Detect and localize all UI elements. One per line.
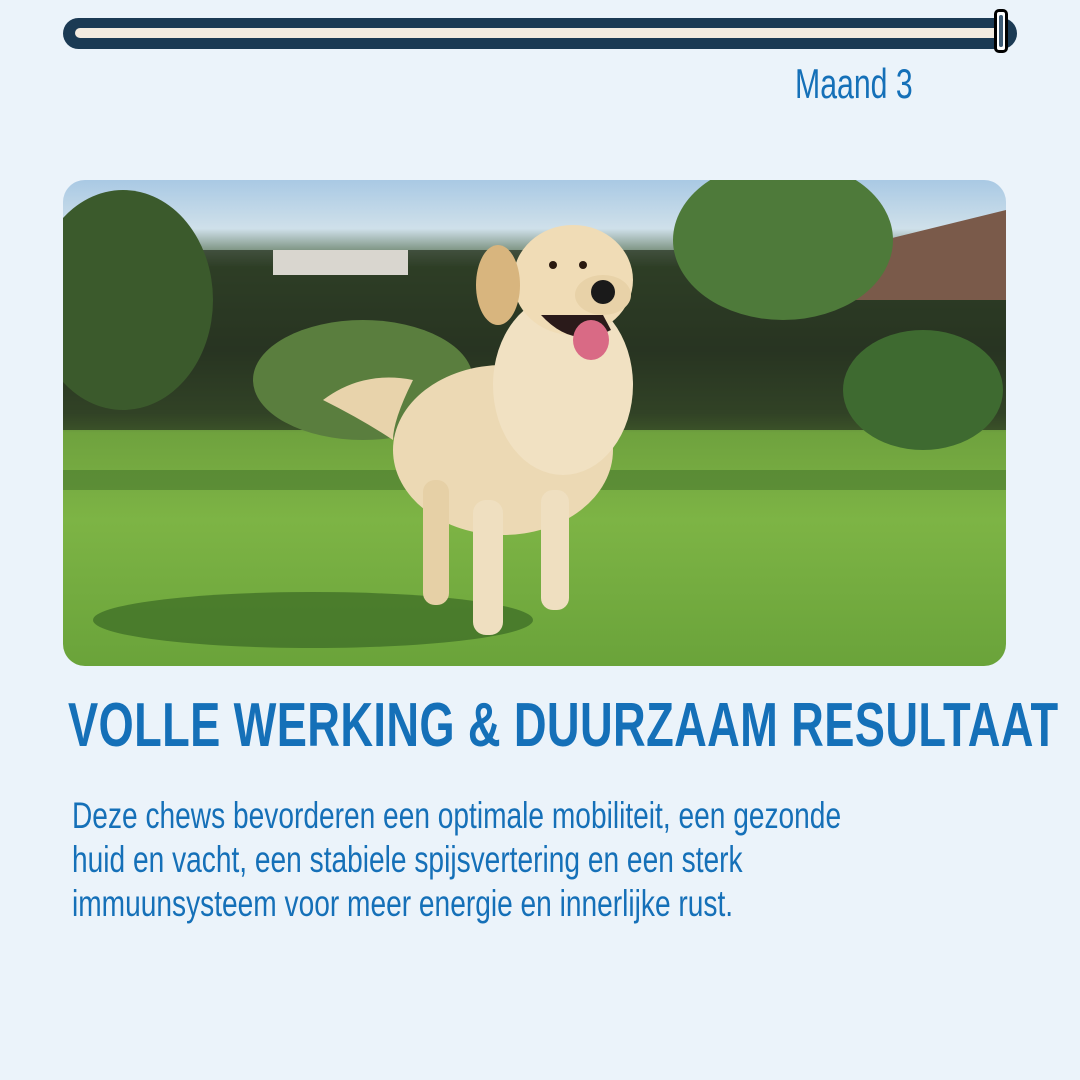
description — [72, 794, 1080, 926]
dog-photo — [63, 180, 1006, 666]
description-line: Deze chews bevorderen een optimale mobiliteit, een gezonde — [72, 795, 842, 836]
slider-thumb[interactable] — [994, 9, 1008, 53]
slider-label: Maand 3 — [795, 60, 913, 107]
section-heading: VOLLE WERKING & DUURZAAM RESULTAAT — [68, 691, 1059, 760]
dog-illustration — [63, 180, 1006, 666]
description-line: huid en vacht, een stabiele spijsvertering en een sterk — [72, 839, 743, 880]
description-line: immuunsysteem voor meer energie en innerlijke rust. — [72, 883, 734, 924]
slider-fill — [75, 28, 1001, 38]
month-slider[interactable] — [63, 18, 1017, 49]
